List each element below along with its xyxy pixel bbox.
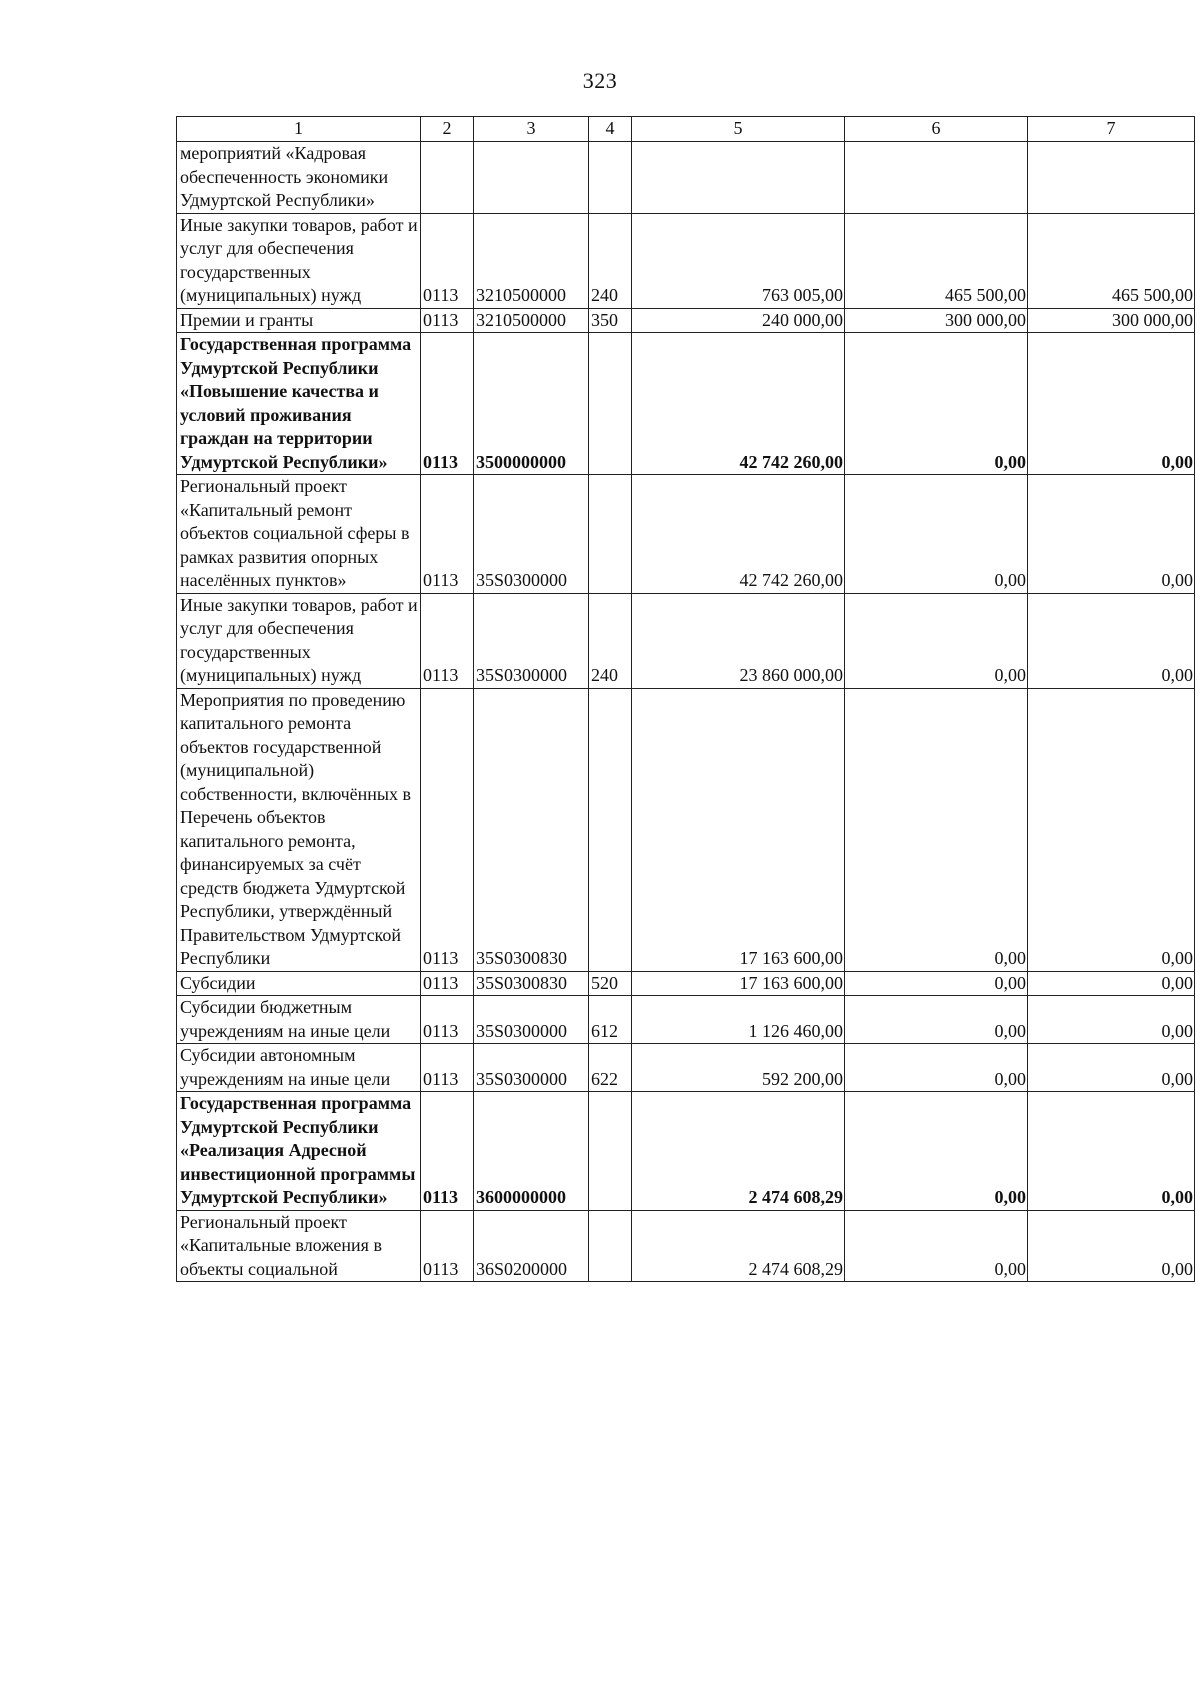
amount-col-7: 0,00 [1028, 1044, 1195, 1092]
amount-col-7: 0,00 [1028, 333, 1195, 475]
amount-col-7: 0,00 [1028, 1210, 1195, 1282]
expense-type-code: 240 [589, 593, 632, 688]
expense-type-code: 622 [589, 1044, 632, 1092]
header-cell-6: 6 [845, 117, 1028, 142]
amount-col-5: 17 163 600,00 [632, 688, 845, 971]
table-row [177, 142, 1195, 214]
header-cell-1: 1 [177, 117, 421, 142]
amount-col-6: 0,00 [845, 593, 1028, 688]
amount-col-5: 2 474 608,29 [632, 1210, 845, 1282]
section-code: 0113 [421, 308, 474, 333]
table-row [177, 688, 1195, 971]
section-code: 0113 [421, 996, 474, 1044]
table-body [177, 142, 1195, 1282]
header-cell-3: 3 [474, 117, 589, 142]
amount-col-7 [1028, 142, 1195, 214]
item-name: Субсидии [177, 971, 421, 996]
section-code: 0113 [421, 971, 474, 996]
amount-col-7: 0,00 [1028, 996, 1195, 1044]
amount-col-6: 0,00 [845, 1210, 1028, 1282]
amount-col-5: 42 742 260,00 [632, 333, 845, 475]
amount-col-7: 0,00 [1028, 971, 1195, 996]
section-code: 0113 [421, 333, 474, 475]
section-code [421, 142, 474, 214]
target-article-code: 35S0300000 [474, 475, 589, 594]
expense-type-code [589, 1092, 632, 1211]
budget-table [176, 116, 1195, 1282]
section-code: 0113 [421, 1092, 474, 1211]
section-code: 0113 [421, 1210, 474, 1282]
table-row [177, 996, 1195, 1044]
item-name: мероприятий «Кадровая обеспеченность экономики Удмуртской Республики» [177, 142, 421, 214]
header-cell-2: 2 [421, 117, 474, 142]
amount-col-7: 0,00 [1028, 1092, 1195, 1211]
item-name: Премии и гранты [177, 308, 421, 333]
target-article-code: 35S0300000 [474, 1044, 589, 1092]
target-article-code [474, 142, 589, 214]
expense-type-code [589, 475, 632, 594]
amount-col-5 [632, 142, 845, 214]
section-code: 0113 [421, 475, 474, 594]
section-code: 0113 [421, 688, 474, 971]
table-row [177, 308, 1195, 333]
target-article-code: 3210500000 [474, 308, 589, 333]
target-article-code: 3210500000 [474, 213, 589, 308]
table-row [177, 1210, 1195, 1282]
item-name: Субсидии бюджетным учреждениям на иные цели [177, 996, 421, 1044]
amount-col-6: 300 000,00 [845, 308, 1028, 333]
expense-type-code [589, 142, 632, 214]
amount-col-6: 0,00 [845, 971, 1028, 996]
item-name: Иные закупки товаров, работ и услуг для обеспечения государственных (муниципальных) нужд [177, 213, 421, 308]
target-article-code: 3500000000 [474, 333, 589, 475]
target-article-code: 36S0200000 [474, 1210, 589, 1282]
table-row [177, 1092, 1195, 1211]
item-name: Региональный проект «Капитальные вложения в объекты социальной [177, 1210, 421, 1282]
amount-col-7: 0,00 [1028, 688, 1195, 971]
table-row [177, 1044, 1195, 1092]
amount-col-5: 42 742 260,00 [632, 475, 845, 594]
item-name: Государственная программа Удмуртской Республики «Повышение качества и условий проживания граждан на территории Удмуртской Республики» [177, 333, 421, 475]
header-cell-5: 5 [632, 117, 845, 142]
table-row [177, 213, 1195, 308]
expense-type-code [589, 1210, 632, 1282]
amount-col-7: 465 500,00 [1028, 213, 1195, 308]
table-header [177, 117, 1195, 142]
amount-col-6: 0,00 [845, 333, 1028, 475]
target-article-code: 35S0300830 [474, 971, 589, 996]
amount-col-6: 0,00 [845, 1092, 1028, 1211]
amount-col-6: 465 500,00 [845, 213, 1028, 308]
target-article-code: 3600000000 [474, 1092, 589, 1211]
table-row [177, 593, 1195, 688]
item-name: Иные закупки товаров, работ и услуг для обеспечения государственных (муниципальных) нужд [177, 593, 421, 688]
amount-col-6: 0,00 [845, 475, 1028, 594]
amount-col-7: 0,00 [1028, 593, 1195, 688]
expense-type-code [589, 333, 632, 475]
target-article-code: 35S0300000 [474, 593, 589, 688]
item-name: Региональный проект «Капитальный ремонт объектов социальной сферы в рамках развития опорных населённых пунктов» [177, 475, 421, 594]
target-article-code: 35S0300000 [474, 996, 589, 1044]
amount-col-6: 0,00 [845, 996, 1028, 1044]
amount-col-5: 2 474 608,29 [632, 1092, 845, 1211]
amount-col-5: 23 860 000,00 [632, 593, 845, 688]
amount-col-5: 592 200,00 [632, 1044, 845, 1092]
item-name: Мероприятия по проведению капитального ремонта объектов государственной (муниципальной) собственности, включённых в Перечень объектов капитального ремонта, финансируемых за счёт средств бюджета Удмуртской Республики, утверждённый Правительством Удмуртской Республики [177, 688, 421, 971]
table-row [177, 475, 1195, 594]
amount-col-5: 763 005,00 [632, 213, 845, 308]
table-row [177, 333, 1195, 475]
table-row [177, 971, 1195, 996]
amount-col-6: 0,00 [845, 688, 1028, 971]
amount-col-5: 240 000,00 [632, 308, 845, 333]
expense-type-code: 520 [589, 971, 632, 996]
expense-type-code [589, 688, 632, 971]
header-cell-4: 4 [589, 117, 632, 142]
item-name: Государственная программа Удмуртской Республики «Реализация Адресной инвестиционной программы Удмуртской Республики» [177, 1092, 421, 1211]
header-row [177, 117, 1195, 142]
section-code: 0113 [421, 213, 474, 308]
amount-col-7: 300 000,00 [1028, 308, 1195, 333]
item-name: Субсидии автономным учреждениям на иные цели [177, 1044, 421, 1092]
expense-type-code: 240 [589, 213, 632, 308]
amount-col-6 [845, 142, 1028, 214]
amount-col-6: 0,00 [845, 1044, 1028, 1092]
target-article-code: 35S0300830 [474, 688, 589, 971]
page-number: 323 [582, 68, 618, 93]
amount-col-5: 1 126 460,00 [632, 996, 845, 1044]
section-code: 0113 [421, 593, 474, 688]
section-code: 0113 [421, 1044, 474, 1092]
amount-col-7: 0,00 [1028, 475, 1195, 594]
header-cell-7: 7 [1028, 117, 1195, 142]
amount-col-5: 17 163 600,00 [632, 971, 845, 996]
expense-type-code: 350 [589, 308, 632, 333]
expense-type-code: 612 [589, 996, 632, 1044]
